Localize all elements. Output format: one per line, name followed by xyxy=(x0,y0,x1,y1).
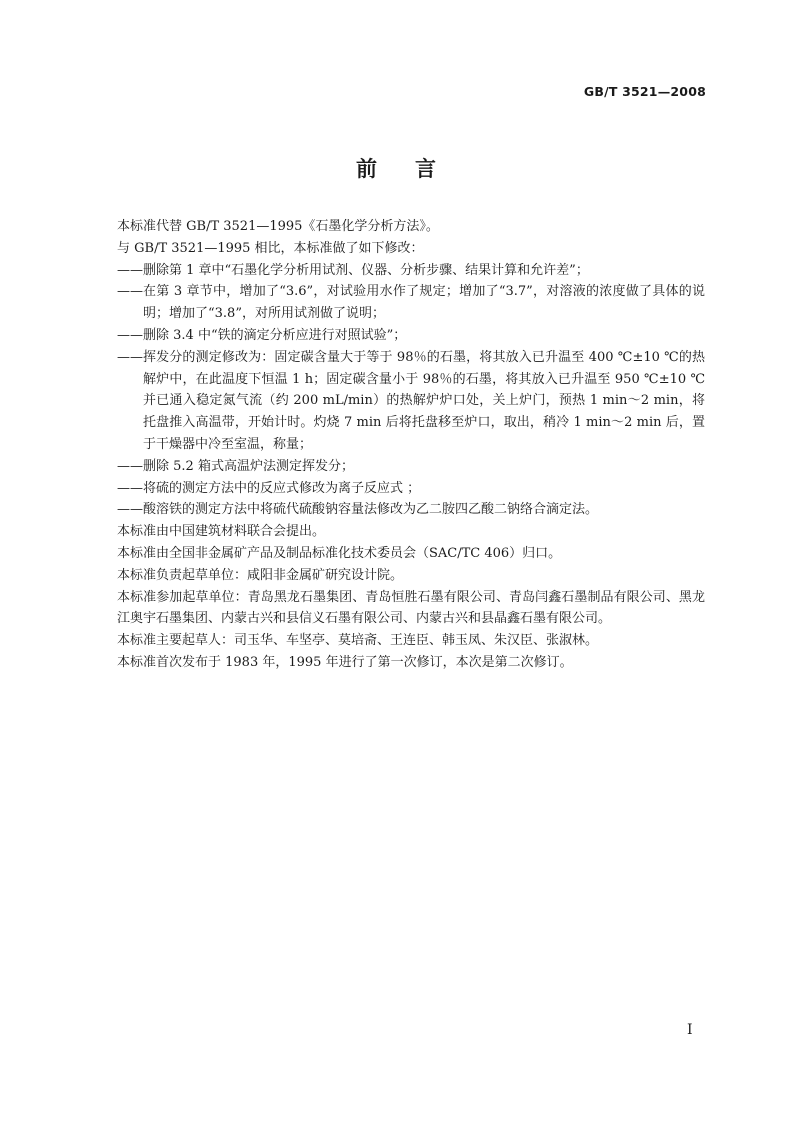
foreword-body xyxy=(117,216,705,674)
info-paragraph: 本标准参加起草单位：青岛黑龙石墨集团、青岛恒胜石墨有限公司、青岛闫鑫石墨制品有限公司、黑龙江奥宇石墨集团、内蒙古兴和县信义石墨有限公司、内蒙古兴和县晶鑫石墨有限公司。 xyxy=(117,589,705,627)
dash-mark: —— xyxy=(117,480,143,496)
change-text: 删除 3.4 中“铁的滴定分析应进行对照试验”； xyxy=(143,327,407,343)
change-item xyxy=(117,325,705,347)
intro-paragraph: 本标准代替 GB/T 3521—1995《石墨化学分析方法》。 xyxy=(117,219,439,234)
change-item xyxy=(117,456,705,478)
info-paragraph: 本标准由全国非金属矿产品及制品标准化技术委员会（SAC/TC 406）归口。 xyxy=(117,545,562,561)
change-text: 在第 3 章节中，增加了“3.6”，对试验用水作了规定；增加了“3.7”，对溶液的浓度做了具体的说明；增加了“3.8”，对所用试剂做了说明； xyxy=(143,284,705,322)
dash-mark: —— xyxy=(117,349,143,365)
info-paragraph: 本标准主要起草人：司玉华、车坚亭、莫培斋、王连臣、韩玉凤、朱汉臣、张淑林。 xyxy=(117,633,599,649)
change-item xyxy=(117,499,705,521)
change-item xyxy=(117,281,705,325)
info-paragraph: 本标准首次发布于 1983 年，1995 年进行了第一次修订，本次是第二次修订。 xyxy=(117,654,573,670)
dash-mark: —— xyxy=(117,458,143,474)
page-number: I xyxy=(687,1022,693,1038)
dash-mark: —— xyxy=(117,262,143,278)
title-char-2: 言 xyxy=(415,156,438,181)
dash-mark: —— xyxy=(117,284,143,300)
change-text: 酸溶铁的测定方法中将硫代硫酸钠容量法修改为乙二胺四乙酸二钠络合滴定法。 xyxy=(143,502,599,518)
intro-paragraph: 与 GB/T 3521—1995 相比，本标准做了如下修改： xyxy=(117,240,424,256)
change-text: 挥发分的测定修改为：固定碳含量大于等于 98％的石墨，将其放入已升温至 400 ℃±10 ℃的热解炉中，在此温度下恒温 1 h；固定碳含量小于 98％的石墨，将其放入已升温至 950 ℃±10 ℃并已通入稳定氮气流（约 200 mL/min）的热解炉炉口处，关上炉门，预热 1 min～2 min，将托盘推入高温带，开始计时。灼烧 7 min 后将托盘移至炉口，取出，稍冷 1 min～2 min 后，置于干燥器中冷至室温，称量； xyxy=(143,349,705,452)
change-item xyxy=(117,260,705,282)
info-paragraph: 本标准由中国建筑材料联合会提出。 xyxy=(117,524,326,540)
page-title xyxy=(0,153,794,183)
change-text: 删除第 1 章中“石墨化学分析用试剂、仪器、分析步骤、结果计算和允许差”； xyxy=(143,262,589,278)
title-char-1: 前 xyxy=(356,156,379,181)
info-paragraph: 本标准负责起草单位：咸阳非金属矿研究设计院。 xyxy=(117,567,404,583)
standard-code: GB/T 3521—2008 xyxy=(583,84,706,99)
dash-mark: —— xyxy=(117,327,143,343)
change-item xyxy=(117,347,705,456)
change-item xyxy=(117,478,705,500)
change-text: 删除 5.2 箱式高温炉法测定挥发分； xyxy=(143,458,354,474)
change-text: 将硫的测定方法中的反应式修改为离子反应式 ； xyxy=(143,480,421,496)
dash-mark: —— xyxy=(117,502,143,518)
